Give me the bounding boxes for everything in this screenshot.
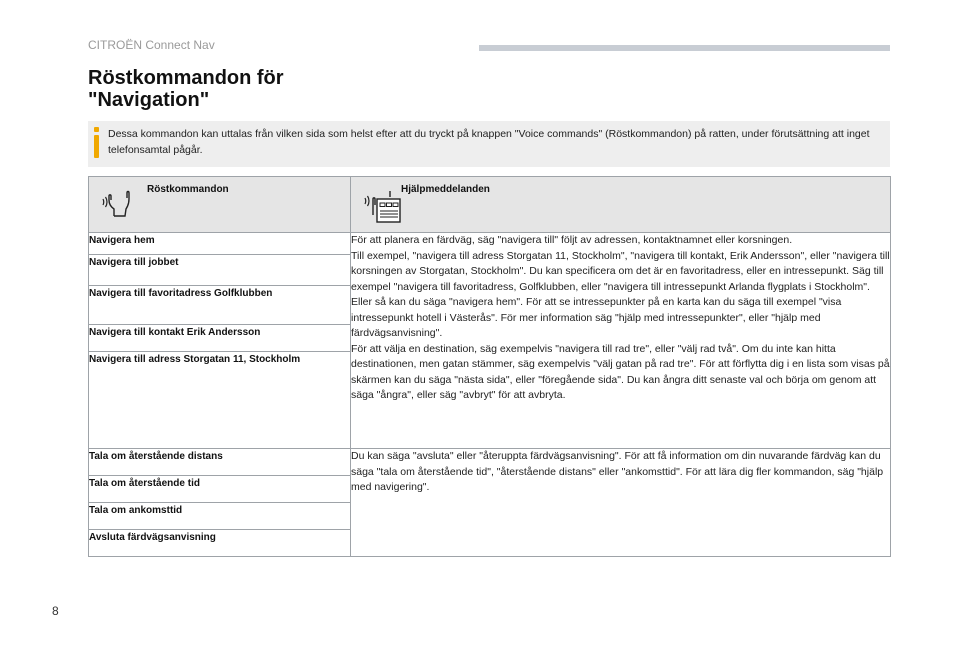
command-cell: Navigera hem bbox=[89, 233, 351, 255]
command-cell: Navigera till adress Storgatan 11, Stockholm bbox=[89, 352, 351, 449]
page-title-line2: "Navigation" bbox=[88, 89, 210, 111]
command-cell: Avsluta färdvägsanvisning bbox=[89, 530, 351, 557]
command-cell: Tala om ankomsttid bbox=[89, 503, 351, 530]
help-screen-voice-icon bbox=[363, 185, 403, 230]
help-text: För att planera en färdväg, säg "navigera till" följt av adressen, kontaktnamnet eller korsningen. bbox=[351, 234, 793, 246]
page-number: 8 bbox=[52, 604, 59, 618]
table-header-row bbox=[89, 177, 891, 233]
page-title bbox=[88, 67, 284, 111]
col-header-commands: Röstkommandon bbox=[147, 184, 229, 195]
voice-commands-table bbox=[88, 176, 891, 557]
header-brand: CITROËN Connect Nav bbox=[88, 38, 215, 52]
command-cell: Navigera till favoritadress Golfklubben bbox=[89, 286, 351, 325]
command-cell: Tala om återstående tid bbox=[89, 476, 351, 503]
help-text: Till exempel, "navigera till adress Storgatan 11, Stockholm", "navigera till kontakt, Erik Andersson", eller "navigera till korsningen av Storgatan, Stockholm". Du kan specificera om det är en favoritadress, eller en intressepunkt. Säg till exempel "navigera till favoritadress, Golfklubben, eller "navigera till intressepunkt Arlanda flygplats i Stockholm". Eller så kan du säga "navigera hem". För att se intressepunkter på en karta kan du säga till exempel "visa intressepunkt hotell i Västerås". För mer information säg "hjälp med intressepunkter", eller "hjälp med färdvägsanvisning". bbox=[351, 249, 890, 339]
header-cell-help bbox=[351, 177, 891, 233]
command-cell: Navigera till jobbet bbox=[89, 255, 351, 286]
help-text: För att välja en destination, säg exempelvis "navigera till rad tre", eller "välj rad två". Om du inte kan hitta destinationen, men gatan stämmer, säg exempelvis "välj gatan på rad tre". För att förflytta dig i en lista som visas på skärmen kan du säga "nästa sida", eller "föregående sida". Du kan ångra ditt senaste val och börja om genom att säga "ångra", eller säg "avbryt" för att avbryta. bbox=[351, 342, 890, 401]
command-cell: Tala om återstående distans bbox=[89, 449, 351, 476]
col-header-help: Hjälpmeddelanden bbox=[401, 184, 490, 195]
help-cell bbox=[351, 233, 891, 449]
help-cell bbox=[351, 449, 891, 557]
page-title-line1: Röstkommandon för bbox=[88, 67, 284, 89]
info-icon bbox=[94, 127, 99, 159]
info-note bbox=[88, 121, 890, 167]
header-bar bbox=[479, 45, 890, 51]
table-row bbox=[89, 233, 891, 255]
voice-command-hand-icon bbox=[101, 185, 135, 224]
header-cell-commands bbox=[89, 177, 351, 233]
help-text: Du kan säga "avsluta" eller "återuppta färdvägsanvisning". För att få information om din nuvarande färdväg kan du säga "tala om återstående tid", "återstående distans" eller "ankomsttid". För att lära dig fler kommandon, säg "hjälp med navigering". bbox=[351, 450, 884, 493]
command-cell: Navigera till kontakt Erik Andersson bbox=[89, 325, 351, 352]
table-row bbox=[89, 449, 891, 476]
info-note-text: Dessa kommandon kan uttalas från vilken sida som helst efter att du tryckt på knappen "Voice commands" (Röstkommandon) på ratten, under förutsättning att inget telefonsamtal pågår. bbox=[108, 128, 870, 156]
